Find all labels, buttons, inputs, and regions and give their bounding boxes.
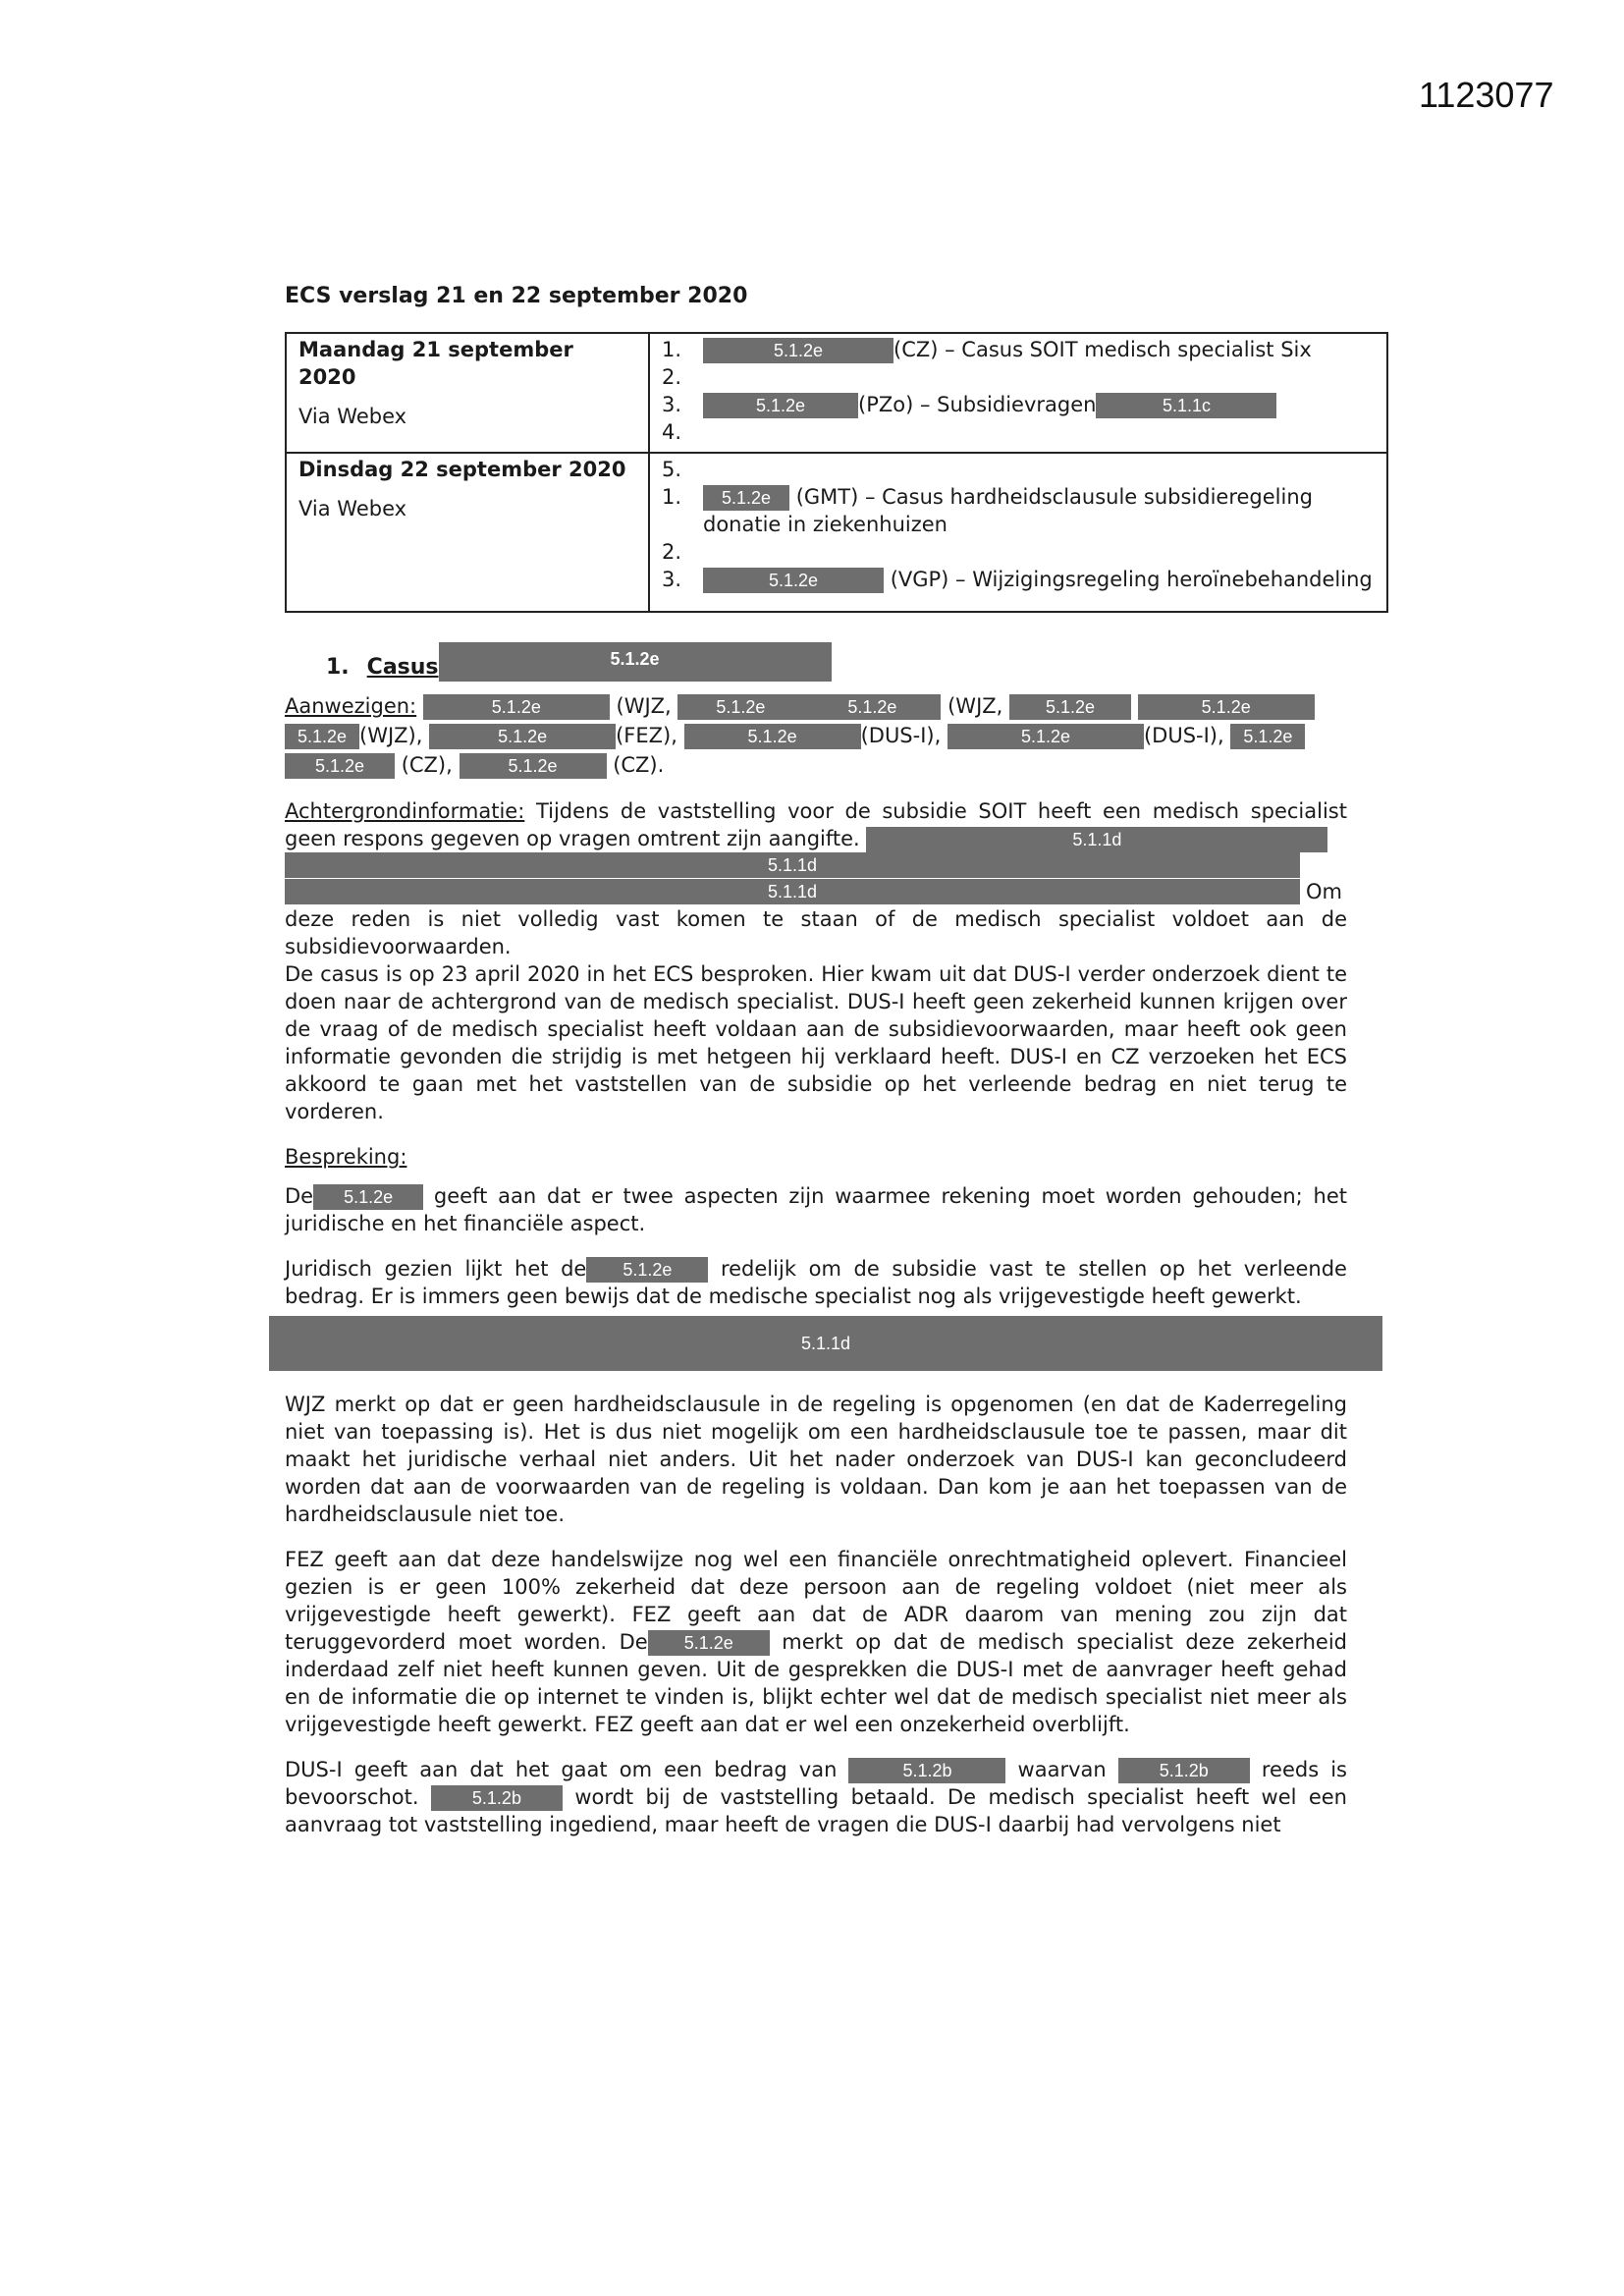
redaction-box: 5.1.2e <box>285 753 395 779</box>
discussion-paragraph: Juridisch gezien lijkt het de 5.1.2e redelijk om de subsidie vast te stellen op het verleende bedrag. Er is immers geen bewijs dat de medische specialist nog als vrijgevestigde heeft gewerkt. <box>285 1257 1347 1308</box>
agenda-item: 3. 5.1.2e (VGP) – Wijzigingsregeling heroïnebehandeling <box>662 568 1373 591</box>
agenda-items-tuesday <box>649 453 1387 612</box>
redaction-box: 5.1.2e <box>285 724 359 749</box>
redaction-box: 5.1.2e <box>703 338 893 363</box>
redaction-box: 5.1.2e <box>586 1257 708 1283</box>
document-number: 1123077 <box>1419 75 1554 115</box>
redaction-box: 5.1.2e <box>803 694 941 720</box>
redaction-box: 5.1.2b <box>1118 1758 1250 1783</box>
agenda-item: 4. <box>662 420 682 444</box>
redaction-box: 5.1.2b <box>848 1758 1005 1783</box>
page-body <box>285 283 1373 1856</box>
redaction-box: 5.1.2e <box>439 642 832 682</box>
agenda-items-monday <box>649 333 1387 453</box>
agenda-day-tuesday <box>286 453 649 612</box>
redaction-box: 5.1.2e <box>1009 694 1131 720</box>
redaction-box: 5.1.2e <box>684 724 861 749</box>
background-paragraph: Achtergrondinformatie: Tijdens de vaststelling voor de subsidie SOIT heeft een medisch specialist geen respons gegeven op vragen omtrent zijn aangifte. 5.1.1d <box>285 799 1347 850</box>
section-heading: 1. Casus 5.1.2e <box>326 642 1347 682</box>
background-paragraph-cont: deze reden is niet volledig vast komen te staan of de medisch specialist voldoet aan de subsidievoorwaarden. <box>285 907 1347 958</box>
redaction-box: 5.1.2e <box>703 485 789 511</box>
agenda-item: 1. 5.1.2e (GMT) – Casus hardheidsclausule subsidieregeling donatie in ziekenhuizen <box>662 485 1313 536</box>
redaction-box: 5.1.2e <box>648 1630 770 1656</box>
discussion-paragraph: FEZ geeft aan dat deze handelswijze nog wel een financiële onrechtmatigheid oplevert. Financieel gezien is er geen 100% zekerheid dat deze persoon aan de regeling voldoet (niet meer als vrijgevestigde heeft gewerkt). FEZ geeft aan dat de ADR daarom van mening zou zijn dat teruggevorderd moet worden. De 5.1.2e merkt op dat de medisch specialist deze zekerheid inderdaad zelf niet heeft kunnen geven. Uit de gesprekken die DUS-I met de aanvrager heeft gehad en de informatie die op internet te vinden is, blijkt echter wel dat de medisch specialist niet meer als vrijgevestigde heeft gewerkt. FEZ geeft aan dat er wel een onzekerheid overblijft. <box>285 1548 1347 1736</box>
discussion-paragraph: DUS-I geeft aan dat het gaat om een bedrag van 5.1.2b waarvan 5.1.2b reeds is bevoorschot. 5.1.2b wordt bij de vaststelling betaald. De medisch specialist heeft wel een aanvraag tot vaststelling ingediend, maar heeft de vragen die DUS-I daarbij had vervolgens niet <box>285 1758 1347 1836</box>
redaction-box: 5.1.2e <box>677 694 803 720</box>
background-paragraph-2: De casus is op 23 april 2020 in het ECS besproken. Hier kwam uit dat DUS-I verder onderzoek dient te doen naar de achtergrond van de medisch specialist. DUS-I heeft geen zekerheid kunnen krijgen over de vraag of de medisch specialist heeft voldaan aan de subsidievoorwaarden, maar heeft ook geen informatie gevonden die strijdig is met hetgeen hij verklaard heeft. DUS-I en CZ verzoeken het ECS akkoord te gaan met het vaststellen van de subsidie op het verleende bedrag en niet terug te vorderen. <box>285 962 1347 1123</box>
redaction-box: 5.1.2e <box>947 724 1144 749</box>
redaction-line: 5.1.1d Om <box>285 878 1347 905</box>
redaction-box: 5.1.2e <box>1230 724 1305 749</box>
redaction-box: 5.1.1c <box>1096 393 1276 418</box>
redaction-box: 5.1.2e <box>429 724 616 749</box>
discussion-paragraph: De 5.1.2e geeft aan dat er twee aspecten zijn waarmee rekening moet worden gehouden; het juridische en het financiële aspect. <box>285 1184 1347 1235</box>
day-title: Dinsdag 22 september 2020 <box>298 458 626 481</box>
agenda-item: 2. <box>662 540 682 564</box>
redaction-box: 5.1.2e <box>313 1184 423 1210</box>
agenda-table <box>285 332 1388 613</box>
agenda-day-monday <box>286 333 649 453</box>
redaction-box: 5.1.2e <box>423 694 610 720</box>
agenda-item: 5. <box>662 458 682 481</box>
redaction-block: 5.1.1d <box>285 879 1300 904</box>
redaction-box: 5.1.2e <box>703 393 858 418</box>
discussion-label: Bespreking: <box>285 1145 407 1169</box>
redaction-box: 5.1.2e <box>703 568 884 593</box>
attendees-paragraph: Aanwezigen: 5.1.2e (WJZ, 5.1.2e 5.1.2e (WJZ, 5.1.2e 5.1.2e 5.1.2e (WJZ), 5.1.2e (FEZ), 5.1.2e (DUS-I), 5.1.2e (DUS-I), 5.1.2e 5.1.2e (CZ), 5.1.2e (CZ). <box>285 691 1347 780</box>
redaction-box: 5.1.2b <box>431 1785 563 1811</box>
discussion-paragraph: WJZ merkt op dat er geen hardheidsclausule in de regeling is opgenomen (en dat de Kaderregeling niet van toepassing is). Het is dus niet mogelijk om een hardheidsclausule toe te passen, maar dit maakt het juridische verhaal niet anders. Uit het nader onderzoek van DUS-I kan geconcludeerd worden dat aan de voorwaarden van de regeling is voldaan. Dan kom je aan het toepassen van de hardheidsclausule niet toe. <box>285 1393 1347 1526</box>
day-location: Via Webex <box>298 405 407 428</box>
agenda-item: 3. 5.1.2e (PZo) – Subsidievragen 5.1.1c <box>701 391 1375 418</box>
redaction-box: 5.1.2e <box>1138 694 1315 720</box>
agenda-item: 1. 5.1.2e (CZ) – Casus SOIT medisch specialist Six <box>662 338 1312 361</box>
redaction-box: 5.1.2e <box>460 753 607 779</box>
agenda-item: 2. <box>662 365 682 389</box>
redaction-box: 5.1.1d <box>866 827 1327 852</box>
page-title: ECS verslag 21 en 22 september 2020 <box>285 284 748 308</box>
redaction-block: 5.1.1d <box>269 1316 1382 1371</box>
day-title: Maandag 21 september 2020 <box>298 338 573 389</box>
redaction-block: 5.1.1d <box>285 852 1300 878</box>
day-location: Via Webex <box>298 497 407 520</box>
